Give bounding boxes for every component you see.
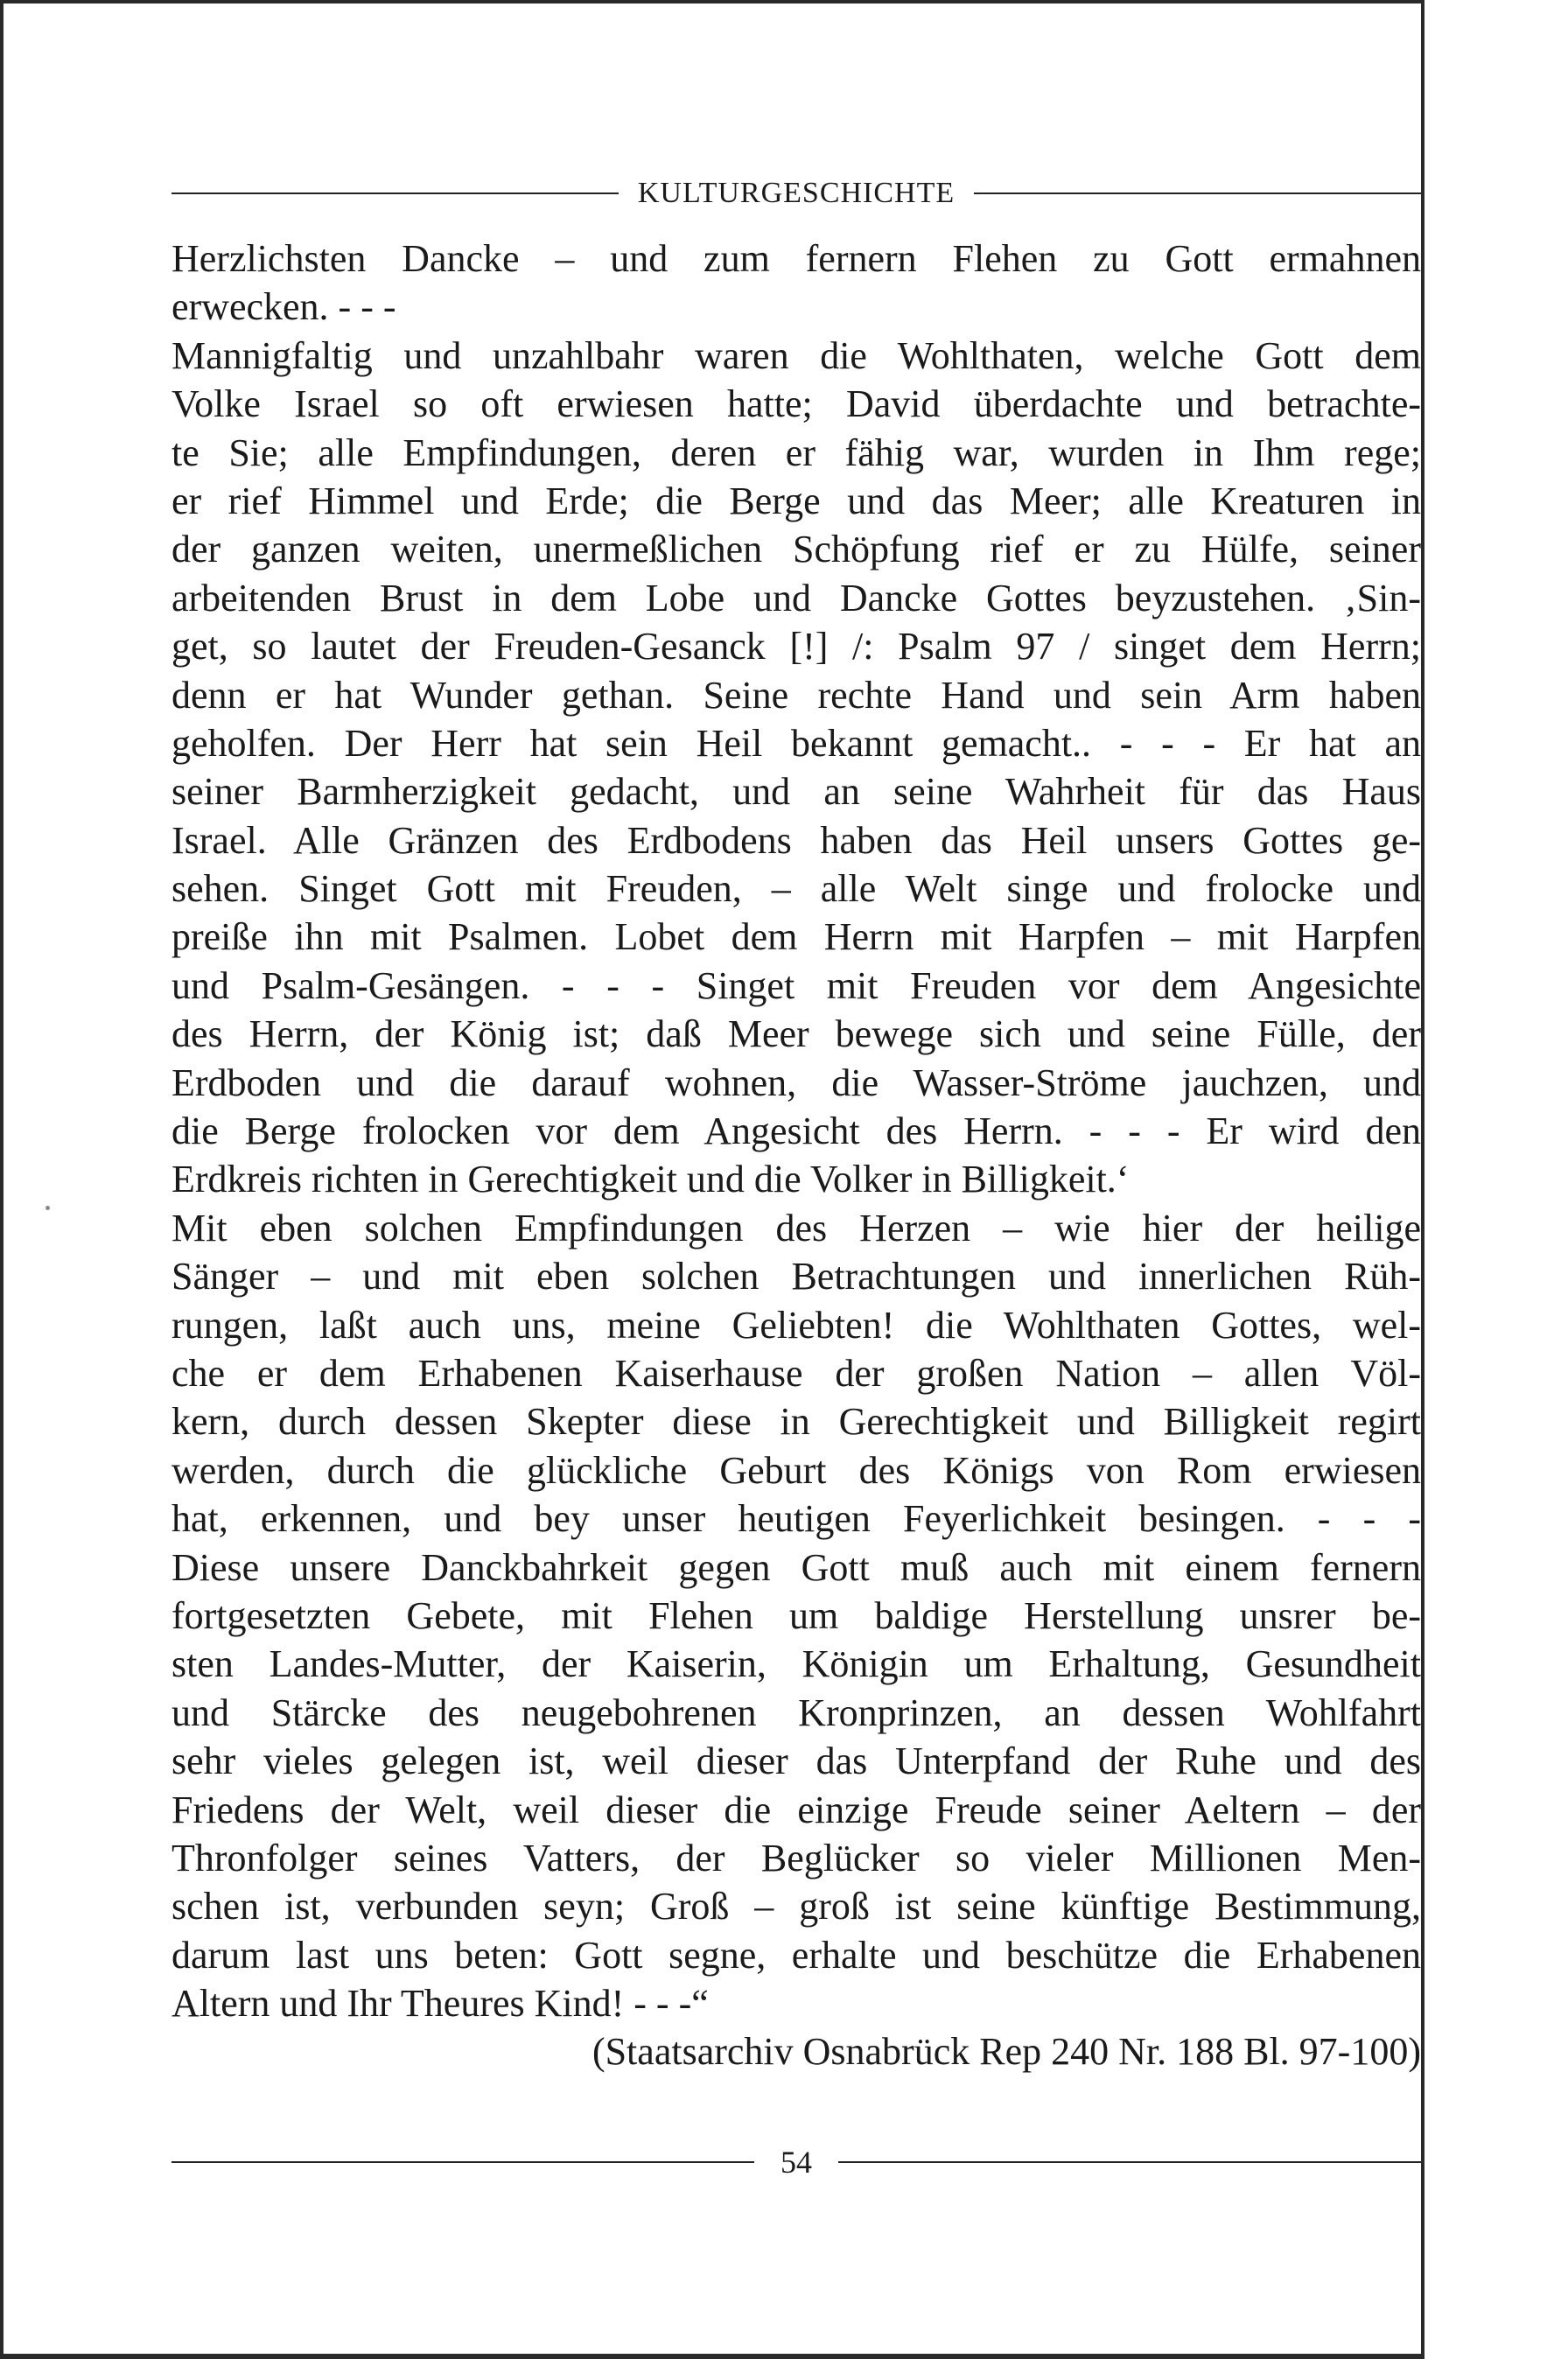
scan-border-bottom xyxy=(0,2354,1424,2359)
text-line: und Psalm-Gesängen. - - - Singet mit Freuden vor dem Angesichte xyxy=(172,963,1421,1007)
text-line: denn er hat Wunder gethan. Seine rechte Hand und sein Arm haben xyxy=(172,673,1421,717)
text-line: die Berge frolocken vor dem Angesicht des Herrn. - - - Er wird den xyxy=(172,1110,1421,1153)
text-line: fortgesetzten Gebete, mit Flehen um baldige Herstellung unsrer be- xyxy=(172,1593,1421,1637)
text-line: der ganzen weiten, unermeßlichen Schöpfung rief er zu Hülfe, seiner xyxy=(172,528,1421,571)
text-line: Mit eben solchen Empfindungen des Herzen – wie hier der heilige xyxy=(172,1206,1421,1250)
archive-citation: (Staatsarchiv Osnabrück Rep 240 Nr. 188 Bl. 97-100) xyxy=(592,2030,1421,2074)
text-line: Erdkreis richten in Gerechtigkeit und die Volker in Billigkeit.‘ xyxy=(172,1158,1130,1201)
text-line: sehr vieles gelegen ist, weil dieser das Unterpfand der Ruhe und des xyxy=(172,1740,1421,1783)
text-line: er rief Himmel und Erde; die Berge und das Meer; alle Kreaturen in xyxy=(172,479,1421,522)
text-line: Diese unsere Danckbahrkeit gegen Gott muß auch mit einem fernern xyxy=(172,1545,1421,1589)
footer-rule-right xyxy=(838,2161,1421,2163)
page-footer xyxy=(172,2140,1421,2184)
text-line: Friedens der Welt, weil dieser die einzige Freude seiner Aeltern – der xyxy=(172,1788,1421,1831)
text-line: Herzlichsten Dancke – und zum fernern Flehen zu Gott ermahnen xyxy=(172,237,1421,280)
running-header xyxy=(172,172,1421,215)
text-line: erwecken. - - - xyxy=(172,285,396,329)
running-title: KULTURGESCHICHTE xyxy=(637,177,956,209)
text-line: sten Landes-Mutter, der Kaiserin, Königin um Erhaltung, Gesundheit xyxy=(172,1642,1421,1686)
margin-speck xyxy=(46,1206,50,1210)
scan-border-left xyxy=(0,0,4,2359)
text-line: schen ist, verbunden seyn; Groß – groß ist seine künftige Bestimmung, xyxy=(172,1885,1421,1928)
text-line: sehen. Singet Gott mit Freuden, – alle Welt singe und frolocke und xyxy=(172,867,1421,911)
page-number: 54 xyxy=(780,2145,812,2180)
text-line: Sänger – und mit eben solchen Betrachtungen und innerlichen Rüh- xyxy=(172,1255,1421,1298)
text-line: Israel. Alle Gränzen des Erdbodens haben das Heil unsers Gottes ge- xyxy=(172,818,1421,862)
text-line: darum last uns beten: Gott segne, erhalte und beschütze die Erhabenen xyxy=(172,1933,1421,1977)
scan-border-top xyxy=(0,0,1424,4)
text-line: preiße ihn mit Psalmen. Lobet dem Herrn mit Harpfen – mit Harpfen xyxy=(172,915,1421,959)
text-line: Volke Israel so oft erwiesen hatte; David überdachte und betrachte- xyxy=(172,382,1421,426)
text-line: des Herrn, der König ist; daß Meer bewege sich und seine Fülle, der xyxy=(172,1012,1421,1056)
text-line: get, so lautet der Freuden-Gesanck [!] /: Psalm 97 / singet dem Herrn; xyxy=(172,625,1421,668)
text-line: und Stärcke des neugebohrenen Kronprinzen, an dessen Wohlfahrt xyxy=(172,1690,1421,1734)
text-line: werden, durch die glückliche Geburt des Königs von Rom erwiesen xyxy=(172,1448,1421,1492)
footer-rule-left xyxy=(172,2161,754,2163)
header-rule-right xyxy=(974,192,1421,194)
text-line: geholfen. Der Herr hat sein Heil bekannt gemacht.. - - - Er hat an xyxy=(172,721,1421,765)
text-line: Mannigfaltig und unzahlbahr waren die Wohlthaten, welche Gott dem xyxy=(172,333,1421,377)
header-rule-left xyxy=(172,192,619,194)
text-line: hat, erkennen, und bey unser heutigen Feyerlichkeit besingen. - - - xyxy=(172,1497,1421,1541)
scan-border-right xyxy=(1421,0,1424,2359)
text-line: arbeitenden Brust in dem Lobe und Dancke Gottes beyzustehen. ‚Sin- xyxy=(172,576,1421,620)
text-line: kern, durch dessen Skepter diese in Gerechtigkeit und Billigkeit regirt xyxy=(172,1400,1421,1444)
text-line: Thronfolger seines Vatters, der Beglücker so vieler Millionen Men- xyxy=(172,1836,1421,1880)
text-line: rungen, laßt auch uns, meine Geliebten! die Wohlthaten Gottes, wel- xyxy=(172,1303,1421,1347)
text-line: te Sie; alle Empfindungen, deren er fähig war, wurden in Ihm rege; xyxy=(172,430,1421,474)
text-line: che er dem Erhabenen Kaiserhause der großen Nation – allen Völ- xyxy=(172,1351,1421,1395)
text-line: seiner Barmherzigkeit gedacht, und an seine Wahrheit für das Haus xyxy=(172,770,1421,814)
text-line: Altern und Ihr Theures Kind! - - -“ xyxy=(172,1982,709,2026)
body-text xyxy=(172,234,1421,2076)
text-line: Erdboden und die darauf wohnen, die Wasser-Ströme jauchzen, und xyxy=(172,1060,1421,1104)
